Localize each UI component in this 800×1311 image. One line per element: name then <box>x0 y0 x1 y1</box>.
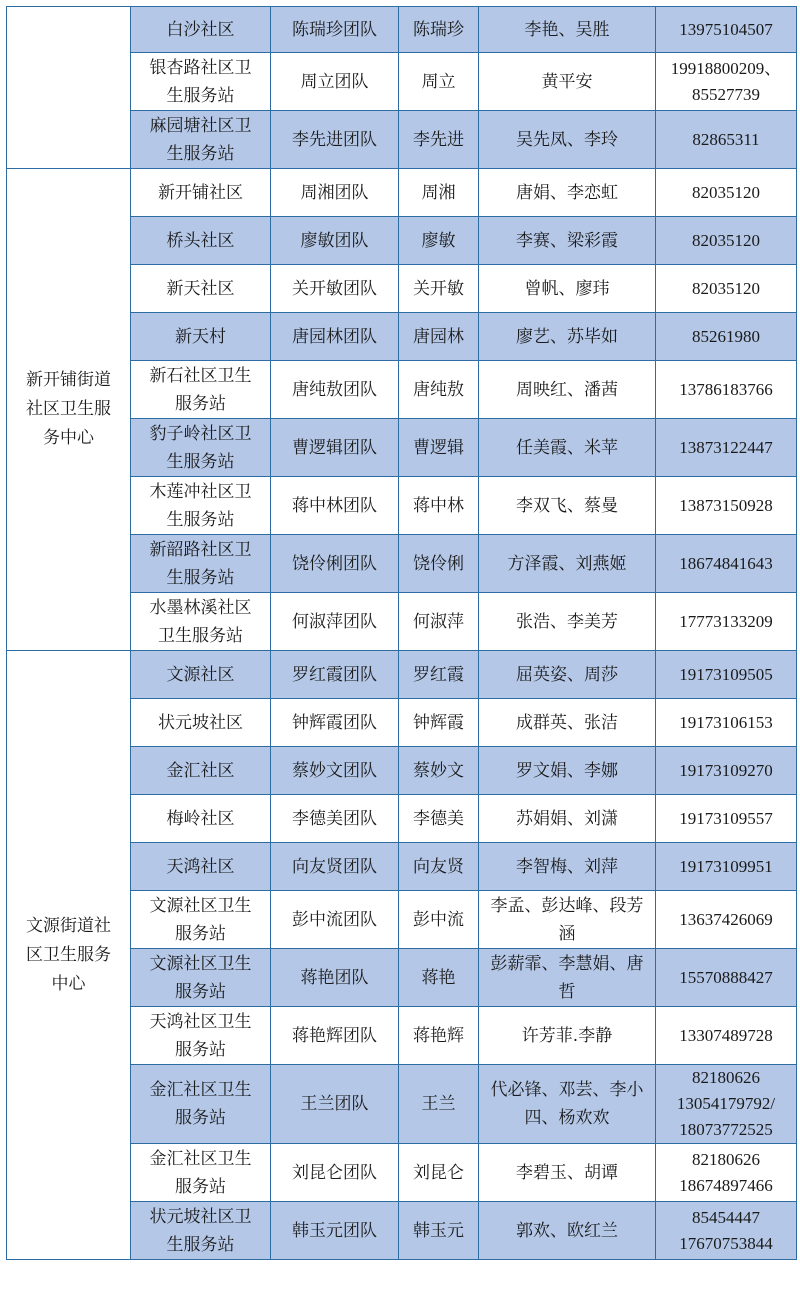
team-cell: 王兰团队 <box>271 1065 399 1144</box>
leader-cell: 向友贤 <box>399 843 479 891</box>
team-cell: 蔡妙文团队 <box>271 747 399 795</box>
phone-cell: 19173109270 <box>656 747 797 795</box>
phone-cell: 17773133209 <box>656 593 797 651</box>
leader-cell: 唐纯敖 <box>399 361 479 419</box>
leader-cell: 韩玉元 <box>399 1202 479 1260</box>
members-cell: 李孟、彭达峰、段芳 涵 <box>479 891 656 949</box>
site-cell: 白沙社区 <box>131 7 271 53</box>
site-cell: 天鸿社区 <box>131 843 271 891</box>
table-row <box>7 7 797 53</box>
members-cell: 彭薪霏、李慧娟、唐 哲 <box>479 949 656 1007</box>
members-cell: 罗文娟、李娜 <box>479 747 656 795</box>
site-cell: 状元坡社区 <box>131 699 271 747</box>
members-cell: 周映红、潘茜 <box>479 361 656 419</box>
team-cell: 关开敏团队 <box>271 265 399 313</box>
team-cell: 刘昆仑团队 <box>271 1144 399 1202</box>
leader-cell: 王兰 <box>399 1065 479 1144</box>
members-cell: 郭欢、欧红兰 <box>479 1202 656 1260</box>
phone-cell: 82035120 <box>656 265 797 313</box>
site-cell: 新开铺社区 <box>131 169 271 217</box>
phone-cell: 19918800209、 85527739 <box>656 53 797 111</box>
team-cell: 周湘团队 <box>271 169 399 217</box>
phone-cell: 19173109505 <box>656 651 797 699</box>
team-cell: 韩玉元团队 <box>271 1202 399 1260</box>
team-cell: 何淑萍团队 <box>271 593 399 651</box>
phone-cell: 13873150928 <box>656 477 797 535</box>
team-cell: 彭中流团队 <box>271 891 399 949</box>
site-cell: 新韶路社区卫 生服务站 <box>131 535 271 593</box>
leader-cell: 饶伶俐 <box>399 535 479 593</box>
site-cell: 新天社区 <box>131 265 271 313</box>
phone-cell: 13786183766 <box>656 361 797 419</box>
team-cell: 饶伶俐团队 <box>271 535 399 593</box>
phone-cell: 82180626 18674897466 <box>656 1144 797 1202</box>
members-cell: 成群英、张洁 <box>479 699 656 747</box>
phone-cell: 82865311 <box>656 111 797 169</box>
members-cell: 廖艺、苏毕如 <box>479 313 656 361</box>
members-cell: 屈英姿、周莎 <box>479 651 656 699</box>
leader-cell: 李德美 <box>399 795 479 843</box>
site-cell: 金汇社区 <box>131 747 271 795</box>
members-cell: 黄平安 <box>479 53 656 111</box>
site-cell: 天鸿社区卫生 服务站 <box>131 1007 271 1065</box>
phone-cell: 19173109557 <box>656 795 797 843</box>
members-cell: 方泽霞、刘燕姬 <box>479 535 656 593</box>
team-cell: 曹逻辑团队 <box>271 419 399 477</box>
site-cell: 文源社区卫生 服务站 <box>131 891 271 949</box>
team-cell: 向友贤团队 <box>271 843 399 891</box>
service-center-cell: 新开铺街道 社区卫生服 务中心 <box>7 169 131 651</box>
team-roster-table <box>6 6 797 1260</box>
leader-cell: 周立 <box>399 53 479 111</box>
table-row <box>7 651 797 699</box>
team-cell: 李先进团队 <box>271 111 399 169</box>
team-cell: 蒋中林团队 <box>271 477 399 535</box>
service-center-cell <box>7 7 131 169</box>
site-cell: 金汇社区卫生 服务站 <box>131 1065 271 1144</box>
phone-cell: 19173109951 <box>656 843 797 891</box>
phone-cell: 85454447 17670753844 <box>656 1202 797 1260</box>
phone-cell: 13873122447 <box>656 419 797 477</box>
phone-cell: 13637426069 <box>656 891 797 949</box>
team-cell: 廖敏团队 <box>271 217 399 265</box>
phone-cell: 13975104507 <box>656 7 797 53</box>
members-cell: 许芳菲.李静 <box>479 1007 656 1065</box>
phone-cell: 82180626 13054179792/ 18073772525 <box>656 1065 797 1144</box>
team-cell: 周立团队 <box>271 53 399 111</box>
phone-cell: 82035120 <box>656 217 797 265</box>
members-cell: 曾帆、廖玮 <box>479 265 656 313</box>
members-cell: 李艳、吴胜 <box>479 7 656 53</box>
team-cell: 罗红霞团队 <box>271 651 399 699</box>
leader-cell: 蒋艳 <box>399 949 479 1007</box>
phone-cell: 19173106153 <box>656 699 797 747</box>
leader-cell: 李先进 <box>399 111 479 169</box>
members-cell: 张浩、李美芳 <box>479 593 656 651</box>
team-cell: 蒋艳团队 <box>271 949 399 1007</box>
site-cell: 新石社区卫生 服务站 <box>131 361 271 419</box>
leader-cell: 廖敏 <box>399 217 479 265</box>
leader-cell: 陈瑞珍 <box>399 7 479 53</box>
leader-cell: 曹逻辑 <box>399 419 479 477</box>
leader-cell: 蒋艳辉 <box>399 1007 479 1065</box>
site-cell: 状元坡社区卫 生服务站 <box>131 1202 271 1260</box>
site-cell: 梅岭社区 <box>131 795 271 843</box>
members-cell: 苏娟娟、刘潇 <box>479 795 656 843</box>
phone-cell: 18674841643 <box>656 535 797 593</box>
members-cell: 代必锋、邓芸、李小 四、杨欢欢 <box>479 1065 656 1144</box>
team-cell: 陈瑞珍团队 <box>271 7 399 53</box>
phone-cell: 82035120 <box>656 169 797 217</box>
site-cell: 豹子岭社区卫 生服务站 <box>131 419 271 477</box>
leader-cell: 彭中流 <box>399 891 479 949</box>
team-cell: 唐园林团队 <box>271 313 399 361</box>
leader-cell: 周湘 <box>399 169 479 217</box>
members-cell: 任美霞、米苹 <box>479 419 656 477</box>
site-cell: 水墨林溪社区 卫生服务站 <box>131 593 271 651</box>
site-cell: 麻园塘社区卫 生服务站 <box>131 111 271 169</box>
leader-cell: 蔡妙文 <box>399 747 479 795</box>
service-center-cell: 文源街道社 区卫生服务 中心 <box>7 651 131 1260</box>
phone-cell: 85261980 <box>656 313 797 361</box>
leader-cell: 关开敏 <box>399 265 479 313</box>
team-cell: 钟辉霞团队 <box>271 699 399 747</box>
members-cell: 唐娟、李恋虹 <box>479 169 656 217</box>
leader-cell: 罗红霞 <box>399 651 479 699</box>
leader-cell: 蒋中林 <box>399 477 479 535</box>
leader-cell: 唐园林 <box>399 313 479 361</box>
roster-body <box>7 7 797 1260</box>
site-cell: 文源社区 <box>131 651 271 699</box>
phone-cell: 15570888427 <box>656 949 797 1007</box>
table-row <box>7 169 797 217</box>
site-cell: 银杏路社区卫 生服务站 <box>131 53 271 111</box>
members-cell: 李碧玉、胡谭 <box>479 1144 656 1202</box>
team-cell: 唐纯敖团队 <box>271 361 399 419</box>
team-cell: 李德美团队 <box>271 795 399 843</box>
team-cell: 蒋艳辉团队 <box>271 1007 399 1065</box>
members-cell: 李双飞、蔡曼 <box>479 477 656 535</box>
leader-cell: 钟辉霞 <box>399 699 479 747</box>
site-cell: 金汇社区卫生 服务站 <box>131 1144 271 1202</box>
site-cell: 桥头社区 <box>131 217 271 265</box>
phone-cell: 13307489728 <box>656 1007 797 1065</box>
members-cell: 李智梅、刘萍 <box>479 843 656 891</box>
site-cell: 文源社区卫生 服务站 <box>131 949 271 1007</box>
leader-cell: 刘昆仑 <box>399 1144 479 1202</box>
members-cell: 李赛、梁彩霞 <box>479 217 656 265</box>
leader-cell: 何淑萍 <box>399 593 479 651</box>
members-cell: 吴先凤、李玲 <box>479 111 656 169</box>
site-cell: 新天村 <box>131 313 271 361</box>
site-cell: 木莲冲社区卫 生服务站 <box>131 477 271 535</box>
